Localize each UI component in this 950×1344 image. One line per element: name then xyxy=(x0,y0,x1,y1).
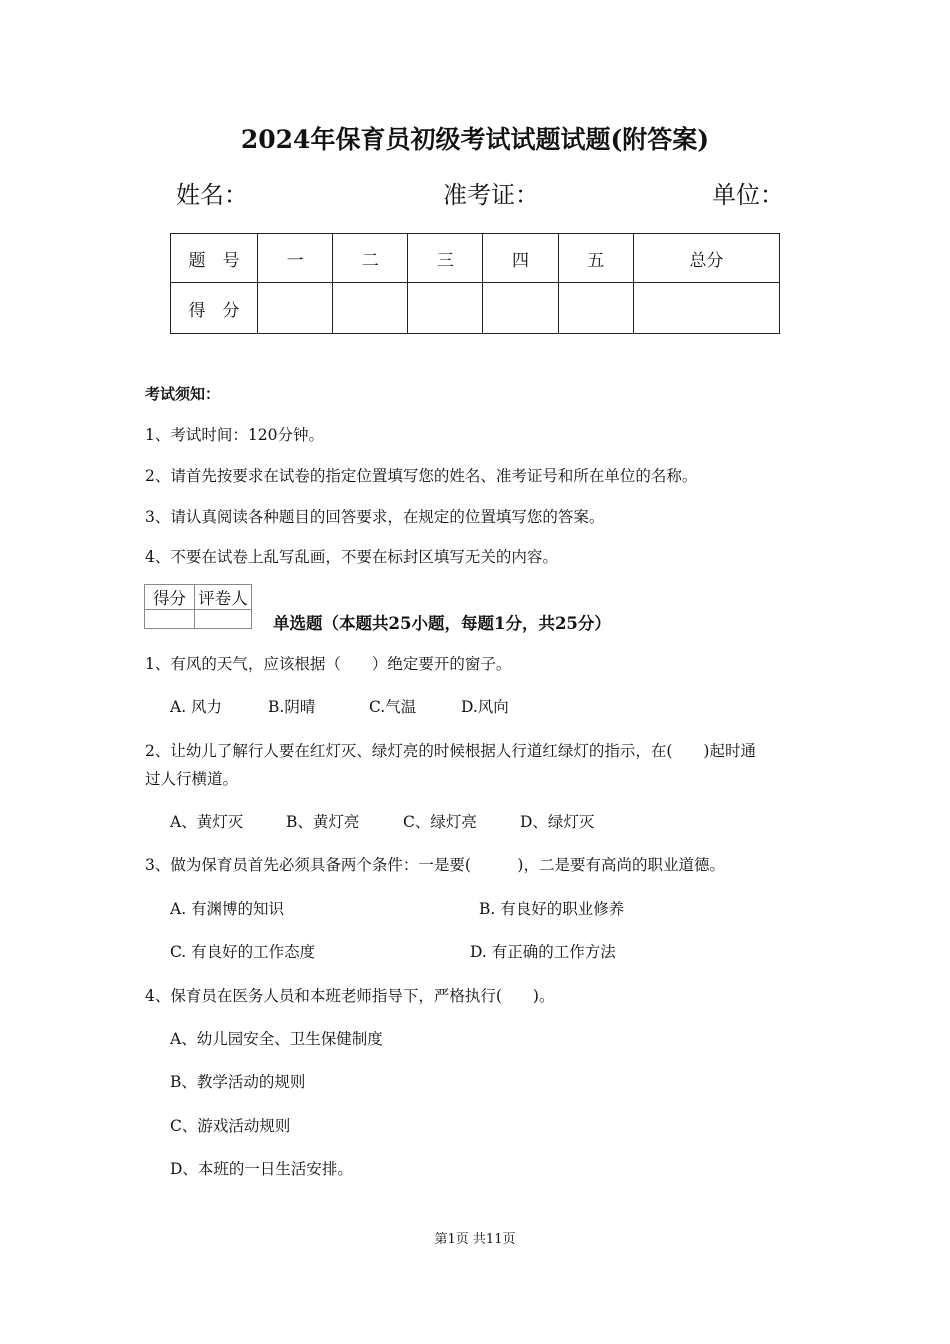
exam-id-label: 准考证： xyxy=(443,181,539,209)
question-option: D. 有正确的工作方法 xyxy=(470,943,616,961)
question-option: A. 风力 xyxy=(170,698,223,716)
question-stem-continued: 过人行横道。 xyxy=(145,770,239,788)
question-option: B、黄灯亮 xyxy=(286,813,360,831)
score-cell xyxy=(333,283,408,334)
question-option: D.风向 xyxy=(461,698,509,716)
grader-score-cell xyxy=(145,610,195,629)
score-header-cell: 三 xyxy=(408,234,483,283)
question-stem: 4、保育员在医务人员和本班老师指导下，严格执行( )。 xyxy=(145,987,555,1005)
question-option: A. 有渊博的知识 xyxy=(170,900,285,918)
grader-name-label: 评卷人 xyxy=(195,585,252,610)
grader-box xyxy=(144,584,252,629)
question-stem: 3、做为保育员首先必须具备两个条件：一是要( )，二是要有高尚的职业道德。 xyxy=(145,856,725,874)
question-stem: 1、有风的天气，应该根据（ ）绝定要开的窗子。 xyxy=(145,655,512,673)
question-option: D、本班的一日生活安排。 xyxy=(170,1160,353,1178)
question-option: C.气温 xyxy=(369,698,417,716)
grader-score-label: 得分 xyxy=(145,585,195,610)
unit-label: 单位： xyxy=(712,181,784,209)
question-option: C、游戏活动规则 xyxy=(170,1117,291,1135)
score-cell xyxy=(258,283,333,334)
notice-item: 2、请首先按要求在试卷的指定位置填写您的姓名、准考证号和所在单位的名称。 xyxy=(145,467,698,485)
notice-item: 3、请认真阅读各种题目的回答要求，在规定的位置填写您的答案。 xyxy=(145,508,605,526)
question-option: B.阴晴 xyxy=(268,698,316,716)
score-header-cell: 五 xyxy=(558,234,633,283)
score-header-cell: 四 xyxy=(483,234,558,283)
question-option: D、绿灯灭 xyxy=(520,813,595,831)
grader-name-cell xyxy=(195,610,252,629)
question-option: B、教学活动的规则 xyxy=(170,1073,306,1091)
question-option: B. 有良好的职业修养 xyxy=(479,900,625,918)
score-row-label: 得 分 xyxy=(171,283,258,334)
score-table xyxy=(170,233,780,334)
section-title: 单选题（本题共25小题，每题1分，共25分） xyxy=(273,614,611,633)
question-option: C. 有良好的工作态度 xyxy=(170,943,316,961)
score-header-cell: 题 号 xyxy=(171,234,258,283)
question-option: C、绿灯亮 xyxy=(403,813,477,831)
score-cell xyxy=(408,283,483,334)
score-header-cell: 一 xyxy=(258,234,333,283)
name-label: 姓名： xyxy=(176,181,248,209)
notice-title: 考试须知： xyxy=(145,385,221,403)
question-option: A、黄灯灭 xyxy=(170,813,244,831)
page-footer: 第1页 共11页 xyxy=(434,1232,516,1247)
question-stem: 2、让幼儿了解行人要在红灯灭、绿灯亮的时候根据人行道红绿灯的指示，在( )起时通 xyxy=(145,742,756,760)
score-header-cell: 二 xyxy=(333,234,408,283)
page-title: 2024年保育员初级考试试题试题(附答案) xyxy=(240,125,710,154)
score-cell xyxy=(558,283,633,334)
notice-item: 1、考试时间：120分钟。 xyxy=(145,426,324,444)
score-header-cell: 总分 xyxy=(633,234,779,283)
notice-item: 4、不要在试卷上乱写乱画，不要在标封区填写无关的内容。 xyxy=(145,548,558,566)
score-cell xyxy=(483,283,558,334)
score-cell xyxy=(633,283,779,334)
question-option: A、幼儿园安全、卫生保健制度 xyxy=(170,1030,383,1048)
